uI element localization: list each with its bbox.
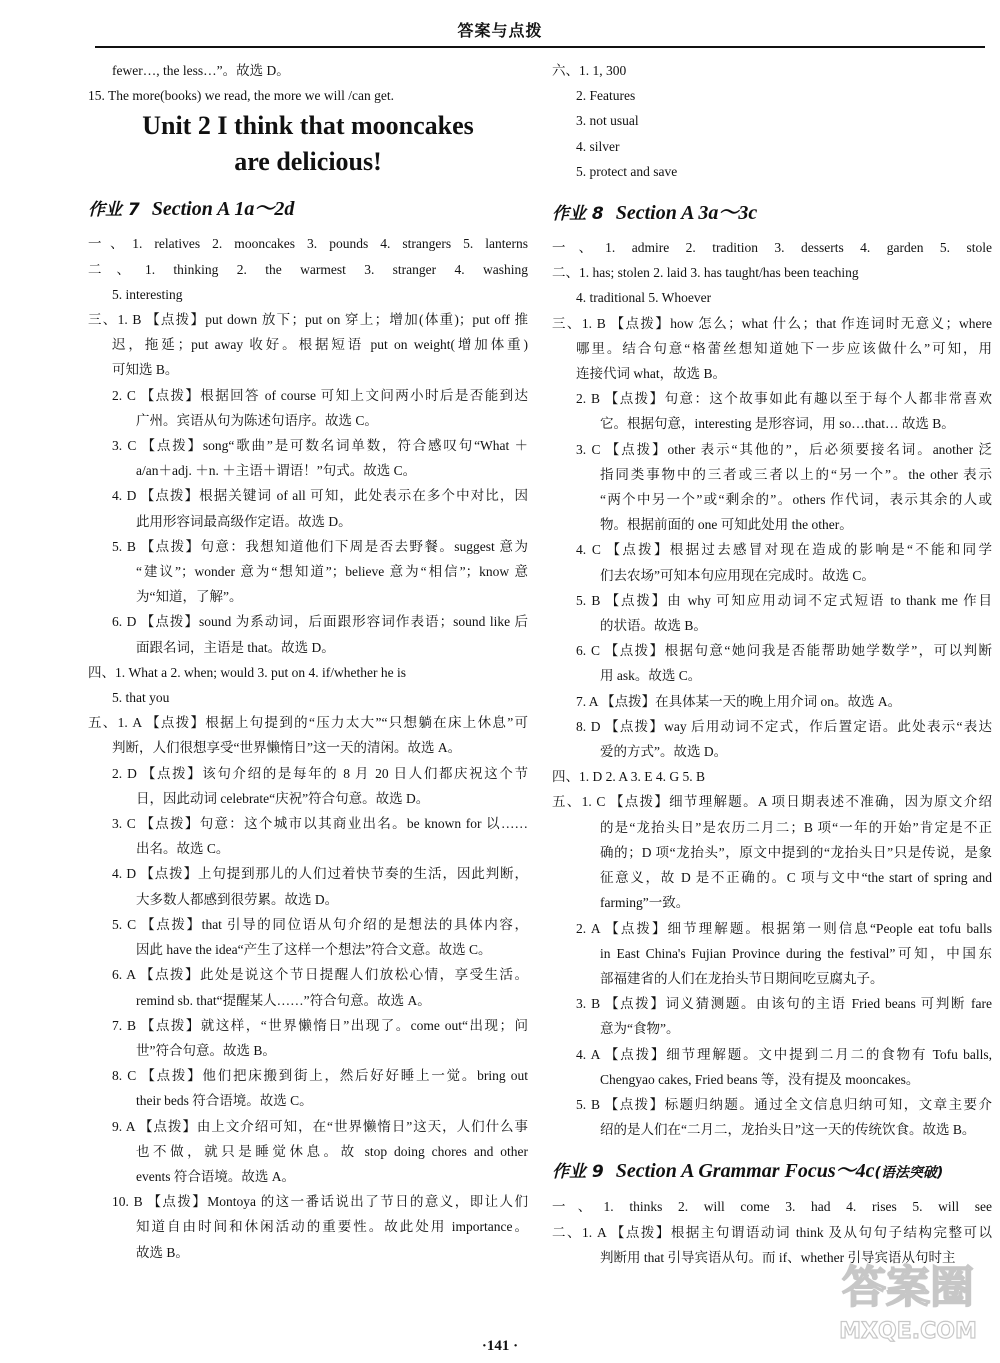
answer-line: 2. D 【点拨】该句介绍的是每年的 8 月 20 日人们都庆祝这个节: [112, 765, 528, 781]
answer-line: 3. C 【点拨】other 表示“其他的”，后必须要接名词。another 泛: [576, 441, 992, 457]
answer-line: events 符合语境。故选 A。: [136, 1168, 295, 1184]
answer-line: 一、1. thinks 2. will come 3. had 4. rises 5. will see: [552, 1199, 992, 1215]
answer-line: 7. A 【点拨】在具体某一天的晚上用介词 on。故选 A。: [576, 693, 902, 709]
answer-line: 可知选 B。: [112, 362, 179, 378]
answer-line: 知道自由时间和休闲活动的重要性。故此处用 importance。: [136, 1219, 528, 1235]
answer-line: 三、1. B 【点拨】put down 放下；put on 穿上；增加(体重)；put off 推: [88, 312, 528, 328]
answer-line: 4. D 【点拨】根据关键词 of all 可知，此处表示在多个中对比，因: [112, 488, 528, 504]
answer-line: 物。根据前面的 one 可知此处用 the other。: [600, 517, 853, 533]
answer-line: 出名。故选 C。: [136, 841, 230, 857]
answer-line: 面跟名词，主语是 that。故选 D。: [136, 639, 335, 655]
answer-line: 5. that you: [112, 690, 170, 706]
answer-line: “两个中另一个”或“剩余的”。others 作代词，表示其余的人或: [600, 492, 992, 508]
answer-line: 指同类事物中的三者或三者以上的“另一个”。the other 表示: [600, 466, 992, 482]
answer-line: 连接代词 what，故选 B。: [576, 366, 726, 382]
answer-line: in East China's Fujian Province during the festival”可知，中国东: [600, 945, 992, 961]
answer-line: 2. B 【点拨】句意：这个故事如此有趣以至于每个人都非常喜欢: [576, 391, 992, 407]
answer-line: 五、1. A 【点拨】根据上句提到的“压力太大”“只想躺在床上休息”可: [88, 715, 528, 731]
watermark-logo: [828, 1250, 988, 1350]
answer-line: 二、1. A 【点拨】根据主句谓语动词 think 及从句句子结构完整可以: [552, 1224, 992, 1240]
answer-line: a/an＋adj. ＋n. ＋主语＋谓语！”句式。故选 C。: [136, 463, 417, 479]
answer-line: 2. A 【点拨】细节理解题。根据第一则信息“People eat tofu balls: [576, 920, 992, 936]
answer-line: 判断，人们很想享受“世界懒惰日”这一天的清闲。故选 A。: [112, 740, 462, 756]
answer-line: 三、1. B 【点拨】how 怎么；what 什么；that 作连词时无意义；where: [552, 315, 992, 331]
answer-line: 5. B 【点拨】由 why 可知应用动词不定式短语 to thank me 作目: [576, 592, 992, 608]
answer-line: 世”符合句意。故选 B。: [136, 1042, 276, 1058]
answer-line: 5. B 【点拨】句意：我想知道他们下周是否去野餐。suggest 意为: [112, 538, 528, 554]
answer-line: 5. B 【点拨】标题归纳题。通过全文信息归纳可知，文章主要介: [576, 1096, 992, 1112]
answer-line: 8. D 【点拨】way 后用动词不定式，作后置定语。此处表示“表达: [576, 718, 992, 734]
page-number: ·141 ·: [481, 1338, 519, 1354]
section-title: Section A 3a～3c: [615, 202, 758, 225]
answer-line: 广州。宾语从句为陈述句语序。故选 C。: [136, 412, 378, 428]
section-subtitle: (语法突破): [874, 1165, 944, 1182]
section-heading: [552, 1158, 992, 1186]
homework-label: 作业 8: [552, 204, 604, 225]
answer-line: 的状语。故选 B。: [600, 618, 707, 634]
answer-line: 一、1. admire 2. tradition 3. desserts 4. garden 5. stole: [552, 240, 992, 256]
section-heading: [88, 196, 528, 223]
answer-line: 迟，拖延；put away 收好。根据短语 put on weight(增加体重): [112, 337, 528, 353]
answer-line: 6. A 【点拨】此处是说这个节日提醒人们放松心情，享受生活。: [112, 967, 528, 983]
answer-line: 5. C 【点拨】that 引导的同位语从句介绍的是想法的具体内容，: [112, 916, 528, 932]
answer-line: 5. interesting: [112, 286, 183, 302]
answer-line: 6. C 【点拨】根据句意“她问我是否能帮助她学数学”，可以判断: [576, 643, 992, 659]
right-column: [552, 58, 992, 1270]
answer-line: 2. C 【点拨】根据回答 of course 可知上文问两小时后是否能到达: [112, 387, 528, 403]
answer-line: 因此 have the idea“产生了这样一个想法”符合文意。故选 C。: [136, 942, 492, 958]
header-rule: [95, 46, 985, 48]
answer-line: 大多数人都感到很劳累。故选 D。: [136, 891, 339, 907]
answer-line: 部福建省的人们在龙抬头节日期间吃豆腐丸子。: [600, 970, 884, 986]
answer-line: 它。根据句意，interesting 是形容词，用 so…that… 故选 B。: [600, 416, 955, 432]
answer-line: 7. B 【点拨】就这样，“世界懒惰日”出现了。come out“出现；问: [112, 1017, 528, 1033]
answer-line: 绍的是人们在“二月二，龙抬头日”这一天的传统饮食。故选 B。: [600, 1122, 976, 1138]
answer-line: 五、1. C 【点拨】细节理解题。A 项日期表述不准确，因为原文介绍: [552, 794, 992, 810]
watermark-text: 答案圈: [842, 1262, 974, 1313]
answer-line: 5. protect and save: [576, 163, 678, 179]
answer-line: 6. D 【点拨】sound 为系动词，后面跟形容词作表语；sound like 后: [112, 614, 528, 630]
answer-line: 4. C 【点拨】根据过去感冒对现在造成的影响是“不能和同学: [576, 542, 992, 558]
answer-line: 日，因此动词 celebrate“庆祝”符合句意。故选 D。: [136, 790, 430, 806]
answer-line: 此用形容词最高级作定语。故选 D。: [136, 513, 352, 529]
section-heading: [552, 200, 992, 227]
answer-line: 4. A 【点拨】细节理解题。文中提到二月二的食物有 Tofu balls,: [576, 1046, 992, 1062]
answer-line: 一、1. relatives 2. mooncakes 3. pounds 4. strangers 5. lanterns: [88, 236, 528, 252]
answer-line: 4. traditional 5. Whoever: [576, 290, 712, 306]
answer-line: 8. C 【点拨】他们把床搬到街上，然后好好睡上一觉。bring out: [112, 1068, 528, 1084]
answer-line: 用 ask。故选 C。: [600, 668, 702, 684]
unit-title: Unit 2 I think that mooncakes: [142, 111, 474, 141]
answer-line: 故选 B。: [136, 1244, 189, 1260]
answer-line: 4. silver: [576, 138, 620, 154]
unit-title: are delicious!: [234, 147, 382, 177]
answer-line: 10. B 【点拨】Montoya 的这一番话说出了节日的意义，即让人们: [112, 1194, 528, 1210]
section-title: Section A Grammar Focus～4c: [615, 1160, 875, 1183]
answer-line: 判断用 that 引导宾语从句。而 if、whether 引导宾语从句时主: [600, 1249, 956, 1265]
answer-line: fewer…, the less…”。故选 D。: [112, 63, 290, 78]
answer-line: 们去农场”可知本句应用现在完成时。故选 C。: [600, 567, 875, 583]
answer-line: 四、1. D 2. A 3. E 4. G 5. B: [552, 769, 706, 785]
answer-line: 15. The more(books) we read, the more we will /can get.: [88, 88, 395, 104]
answer-line: 哪里。结合句意“格蕾丝想知道她下一步应该做什么”可知，用: [576, 340, 992, 356]
answer-line: 二、1. has; stolen 2. laid 3. has taught/has been teaching: [552, 265, 859, 281]
answer-line: their beds 符合语境。故选 C。: [136, 1093, 313, 1109]
answer-line: 9. A 【点拨】由上文介绍可知，在“世界懒惰日”这天，人们什么事: [112, 1118, 528, 1134]
answer-line: “建议”；wonder 意为“想知道”；believe 意为“相信”；know 意: [136, 564, 528, 580]
answer-line: 也不做，就只是睡觉休息。故 stop doing chores and other: [136, 1143, 528, 1159]
answer-line: 二、1. thinking 2. the warmest 3. stranger 4. washing: [88, 261, 528, 277]
homework-label: 作业 7: [88, 200, 140, 221]
section-title: Section A 1a～2d: [151, 198, 295, 221]
answer-line: 3. C 【点拨】句意：这个城市以其商业出名。be known for 以……: [112, 816, 528, 832]
answer-line: 确的；D 项“龙抬头”，原文中提到的“龙抬头日”只是传说，是象: [600, 844, 992, 860]
answer-line: 3. not usual: [576, 113, 639, 129]
answer-line: 3. B 【点拨】词义猜测题。由该句的主语 Fried beans 可判断 fare: [576, 996, 992, 1012]
page-header: 答案与点拨: [457, 21, 543, 40]
watermark-url: MXQE.COM: [839, 1319, 977, 1344]
answer-line: 征意义，故 D 是不正确的。C 项与文中“the start of spring and: [600, 870, 992, 886]
answer-line: 为“知道，了解”。: [136, 589, 243, 605]
answer-line: Chengyao cakes, Fried beans 等，没有提及 mooncakes。: [600, 1071, 920, 1087]
answer-line: farming”一致。: [600, 895, 690, 911]
answer-line: 4. D 【点拨】上句提到那儿的人们过着快节奏的生活，因此判断，: [112, 866, 528, 882]
answer-line: remind sb. that“提醒某人……”符合句意。故选 A。: [136, 992, 431, 1008]
answer-line: 爱的方式”。故选 D。: [600, 744, 728, 760]
homework-label: 作业 9: [552, 1162, 604, 1183]
left-column: [88, 58, 528, 1265]
answer-line: 的是“龙抬头日”是农历二月二；B 项“一年的开始”肯定是不正: [600, 819, 992, 835]
answer-line: 3. C 【点拨】song“歌曲”是可数名词单数，符合感叹句“What ＋: [112, 438, 528, 454]
answer-line: 六、1. 1, 300: [552, 63, 627, 78]
answer-line: 四、1. What a 2. when; would 3. put on 4. if/whether he is: [88, 664, 406, 680]
answer-line: 意为“食物”。: [600, 1021, 680, 1037]
answer-line: 2. Features: [576, 88, 636, 104]
